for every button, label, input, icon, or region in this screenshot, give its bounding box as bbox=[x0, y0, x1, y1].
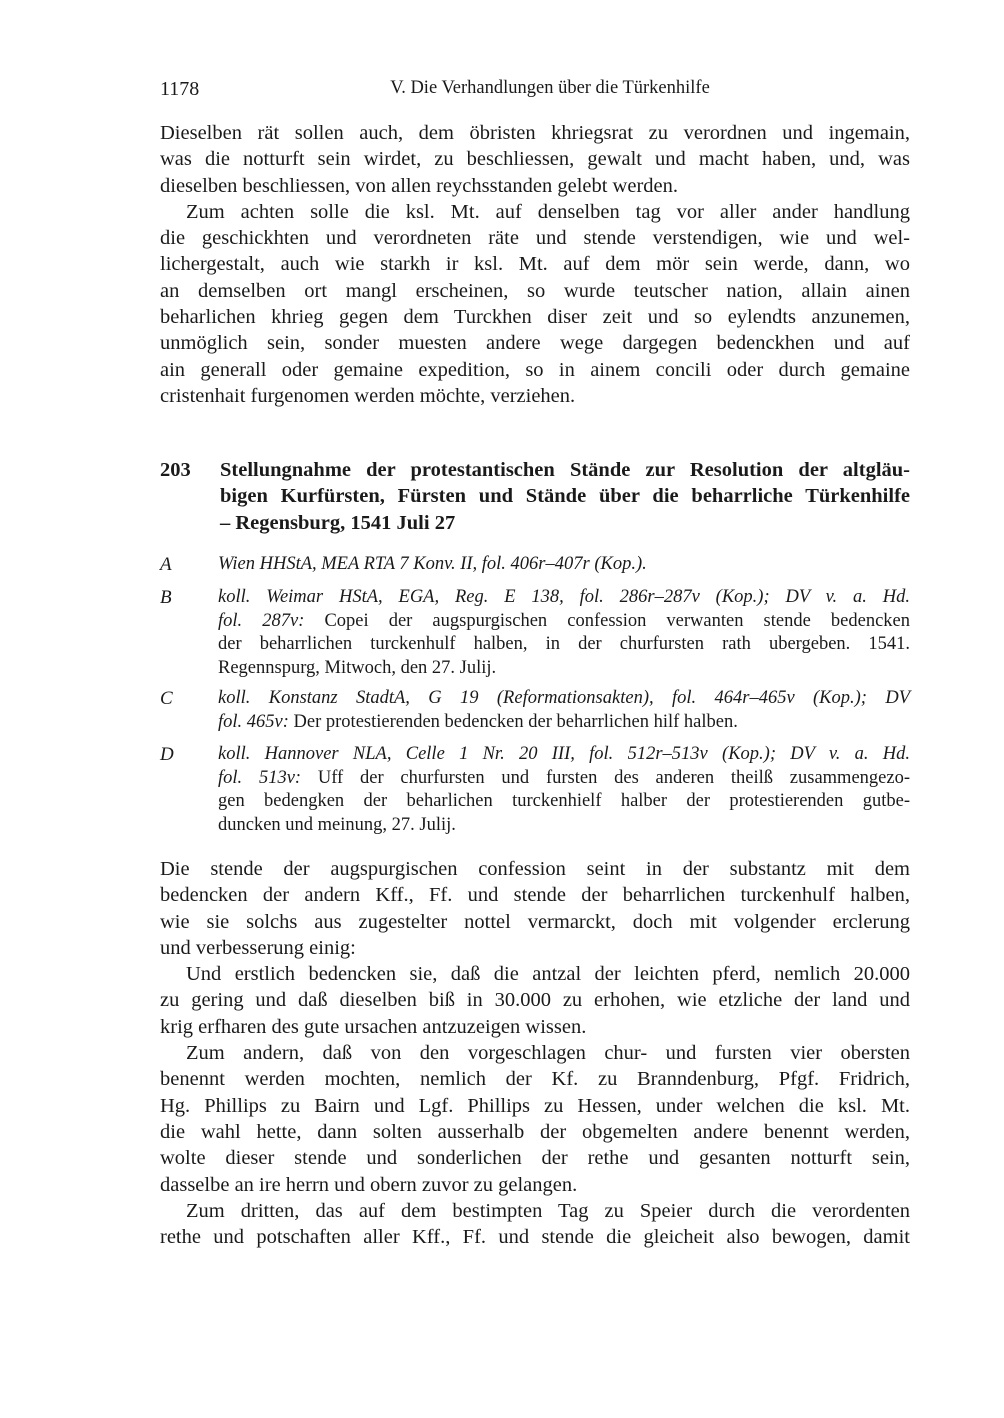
source-line bbox=[218, 687, 910, 711]
text-line: an demselben ort mangl erscheinen, so wurde teutscher nation, allain ainen bbox=[160, 279, 910, 302]
text-line: rethe und potschaften aller Kff., Ff. und stende die gleicheit also bewogen, damit bbox=[160, 1226, 910, 1249]
running-header bbox=[160, 78, 910, 106]
source-line bbox=[218, 586, 910, 610]
intro-text bbox=[160, 120, 910, 409]
source-description: Copei der augspurgischen confession verwanten stende bedencken bbox=[304, 610, 910, 631]
text-line: dieselben beschliessen, von allen reychsstanden gelebt werden. bbox=[160, 174, 679, 197]
text-line: Und erstlich bedencken sie, daß die antzal der leichten pferd, nemlich 20.000 bbox=[186, 963, 910, 986]
source-line bbox=[218, 633, 910, 657]
text-line: ain generall oder gemaine expedition, so in ainem concili oder durch gemaine bbox=[160, 358, 910, 381]
source-description: gen bedengken der beharlichen turckenhielf halber der protestierenden gutbe- bbox=[218, 791, 910, 812]
text-line: beharlichen khrieg gegen dem Turckhen diser zeit und so eylendts anzunemen, bbox=[160, 306, 910, 329]
source-sigil: D bbox=[160, 744, 174, 765]
text-line: wie sie solchs aus zugestelter nottel vermarckt, doch mit volgender erclerung bbox=[160, 910, 910, 933]
text-line: und verbesserung einig: bbox=[160, 936, 356, 959]
source-sigil: A bbox=[160, 554, 172, 575]
paragraph bbox=[160, 120, 910, 199]
source-line bbox=[218, 610, 910, 634]
text-line: krig erfharen des gute ursachen antzuzeigen wissen. bbox=[160, 1015, 587, 1038]
text-line: unmöglich sein, sonder muesten andere wege dargegen bedenckhen und auf bbox=[160, 332, 910, 355]
source-line bbox=[218, 767, 910, 791]
source-line bbox=[218, 553, 910, 577]
text-line: die wahl hette, dann solten ausserhalb der obgemelten andere benennt werden, bbox=[160, 1120, 910, 1143]
text-line: Zum dritten, das auf dem bestimpten Tag zu Speier durch die verordenten bbox=[186, 1199, 910, 1222]
text-line: Stellungnahme der protestantischen Stände zur Resolution der altgläu- bbox=[220, 459, 910, 481]
text-line: bigen Kurfürsten, Fürsten und Stände über die beharrliche Türkenhilfe bbox=[220, 485, 910, 508]
source-line bbox=[218, 711, 910, 735]
source-line bbox=[218, 657, 910, 681]
paragraph bbox=[160, 1040, 910, 1198]
text-line: – Regensburg, 1541 Juli 27 bbox=[220, 511, 456, 534]
paragraph bbox=[160, 856, 910, 961]
source-citation: fol. 287v: bbox=[218, 610, 305, 631]
source-description: Uff der churfursten und fursten des anderen theilß zusammengezo- bbox=[301, 767, 910, 788]
text-line: dasselbe an ire herrn und obern zuvor zu gelangen. bbox=[160, 1173, 578, 1196]
source-citation: fol. 465v: bbox=[218, 711, 289, 732]
text-line: wolte dieser stende und sonderlichen der rethe und gesanten notturft sein, bbox=[160, 1147, 910, 1170]
text-line: benennt werden mochten, nemlich der Kf. zu Branndenburg, Pfgf. Fridrich, bbox=[160, 1068, 910, 1091]
source-citation: koll. Konstanz StadtA, G 19 (Reformationsakten), fol. 464r–465v (Kop.); DV bbox=[218, 688, 910, 708]
source-description: duncken und meinung, 27. Julij. bbox=[218, 814, 456, 835]
running-title: V. Die Verhandlungen über die Türkenhilfe bbox=[390, 78, 710, 98]
source-sigil: C bbox=[160, 688, 173, 709]
source-citation: koll. Weimar HStA, EGA, Reg. E 138, fol. 286r–287v (Kop.); DV v. a. Hd. bbox=[218, 587, 910, 607]
source-citation: Wien HHStA, MEA RTA 7 Konv. II, fol. 406r–407r (Kop.). bbox=[218, 554, 647, 574]
paragraph bbox=[160, 199, 910, 409]
text-line: Zum andern, daß von den vorgeschlagen chur- und fursten vier obersten bbox=[186, 1042, 910, 1065]
source-description: Der protestierenden bedencken der beharrlichen hilf halben. bbox=[288, 711, 738, 732]
text-line: Dieselben rät sollen auch, dem öbristen khriegsrat zu verordnen und ingemain, bbox=[160, 122, 910, 144]
text-line: Hg. Phillips zu Bairn und Lgf. Phillips zu Hessen, under welchen die ksl. Mt. bbox=[160, 1094, 910, 1117]
source-line bbox=[218, 790, 910, 814]
source-citation: fol. 513v: bbox=[218, 767, 302, 788]
body-text bbox=[160, 856, 910, 1250]
text-line: Die stende der augspurgischen confession seint in der substantz mit dem bbox=[160, 858, 910, 880]
text-line: bedencken der andern Kff., Ff. und stende der beharrlichen turckenhulf halben, bbox=[160, 884, 910, 907]
source-sigil: B bbox=[160, 587, 172, 608]
text-line: was die notturft sein wirdet, zu beschliessen, gewalt und macht haben, und, was bbox=[160, 148, 910, 171]
text-line: zu gering und daß dieselben biß in 30.000 zu erhohen, wie etzliche der land und bbox=[160, 989, 910, 1012]
paragraph bbox=[160, 961, 910, 1040]
source-line bbox=[218, 814, 910, 838]
paragraph bbox=[160, 1198, 910, 1251]
source-description: Regennspurg, Mitwoch, den 27. Julij. bbox=[218, 657, 497, 678]
text-line: cristenhait furgenomen werden möchte, verziehen. bbox=[160, 384, 576, 407]
document-number: 203 bbox=[160, 459, 191, 481]
source-description: der beharrlichen turckenhulf halben, in der churfursten rath ubergeben. 1541. bbox=[218, 634, 910, 655]
page-number: 1178 bbox=[160, 78, 200, 100]
source-citation: koll. Hannover NLA, Celle 1 Nr. 20 III, fol. 512r–513v (Kop.); DV v. a. Hd. bbox=[218, 744, 910, 764]
source-line bbox=[218, 743, 910, 767]
text-line: Zum achten solle die ksl. Mt. auf denselben tag vor aller ander handlung bbox=[186, 200, 910, 223]
text-line: lichergestalt, auch wie starkh ir ksl. Mt. auf dem mör sein werde, dann, wo bbox=[160, 253, 910, 276]
text-line: die geschickhten und verordneten räte und stende verstendigen, wie und wel- bbox=[160, 227, 910, 250]
document-title bbox=[220, 457, 910, 536]
